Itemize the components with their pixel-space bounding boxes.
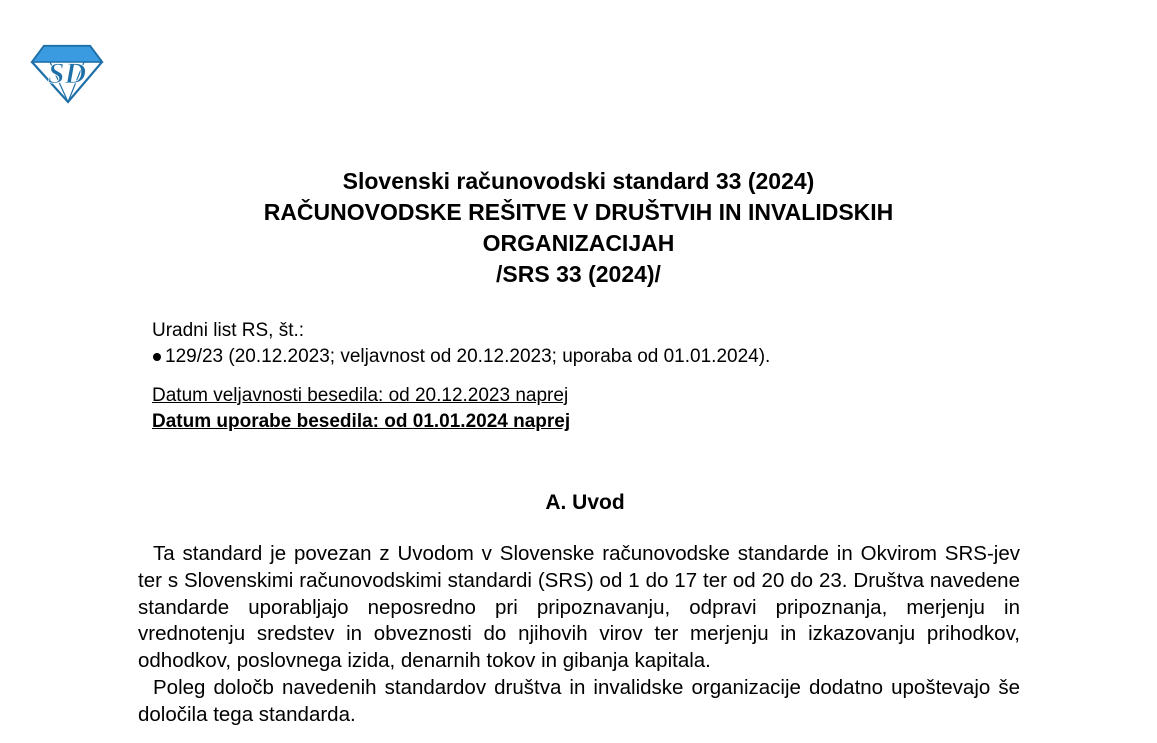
gazette-label: Uradni list RS, št.: bbox=[152, 320, 305, 341]
gazette-entry: 129/23 (20.12.2023; veljavnost od 20.12.2023; uporaba od 01.01.2024). bbox=[165, 346, 771, 367]
srs-logo-icon bbox=[30, 44, 104, 104]
title-line-2: RAČUNOVODSKE REŠITVE V DRUŠTVIH IN INVALIDSKIH bbox=[263, 199, 894, 225]
title-line-3: ORGANIZACIJAH bbox=[482, 230, 675, 256]
paragraph-2: Poleg določb navedenih standardov društva in invalidske organizacije dodatno upoštevajo še določila tega standarda. bbox=[138, 675, 1020, 726]
title-line-4: /SRS 33 (2024)/ bbox=[496, 261, 661, 287]
body-text bbox=[138, 541, 1020, 729]
gazette-entry-row bbox=[152, 344, 770, 370]
application-date: Datum uporabe besedila: od 01.01.2024 naprej bbox=[152, 411, 571, 432]
title-line-1: Slovenski računovodski standard 33 (2024) bbox=[342, 168, 815, 194]
validity-date: Datum veljavnosti besedila: od 20.12.2023 naprej bbox=[152, 385, 569, 406]
validity-dates bbox=[152, 383, 570, 435]
gazette-info bbox=[152, 318, 770, 370]
section-heading: A. Uvod bbox=[545, 491, 625, 514]
document-title bbox=[0, 166, 1157, 290]
paragraph-1: Ta standard je povezan z Uvodom v Slovenske računovodske standarde in Okvirom SRS-jev ter s Slovenskimi računovodskimi standardi (SRS) od 1 do 17 ter od 20 do 23. Društva navedene standarde uporabljajo neposredno pri pripoznavanju, odpravi pripoznanja, merjenju in vrednotenju sredstev in obveznosti do njihovih virov ter merjenju in izkazovanju prihodkov, odhodkov, poslovnega izida, denarnih tokov in gibanja kapitala. bbox=[138, 542, 1020, 673]
bullet-icon bbox=[153, 353, 161, 361]
logo-text: SD bbox=[47, 57, 87, 90]
